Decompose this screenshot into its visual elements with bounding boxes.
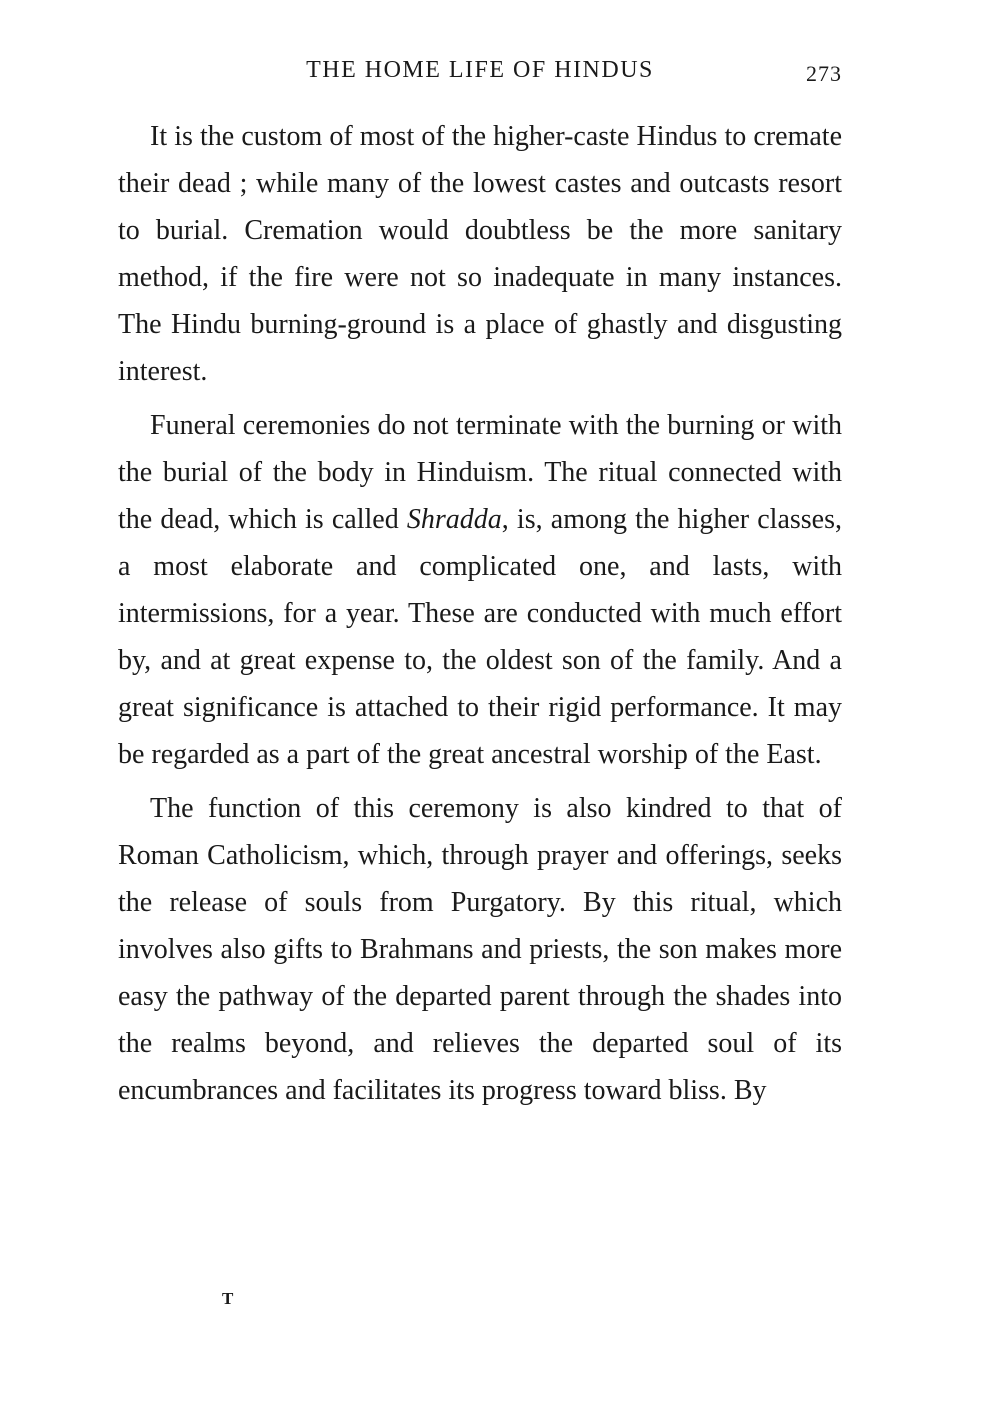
shradda-term: Shradda bbox=[406, 504, 502, 535]
running-head bbox=[118, 55, 842, 89]
paragraph-cremation: It is the custom of most of the higher-caste Hindus to cremate their dead ; while many of the lowest castes and outcasts resort to burial. Cremation would doubtless be the more sanitary method, if the fire were not so inadequate in many instances. The Hindu burning-ground is a place of ghastly and disgusting interest. bbox=[118, 121, 842, 387]
paragraph-shradda-end: , is, among the higher classes, a most elaborate and complicated one, and lasts, with intermissions, for a year. These are conducted with much effort by, and at great expense to, the oldest son of the family. And a great significance is attached to their rigid performance. It may be regarded as a part of the great ancestral worship of the East. bbox=[118, 504, 842, 770]
page-number: 273 bbox=[806, 61, 842, 86]
paragraph-purgatory: The function of this ceremony is also kindred to that of Roman Catholicism, which, through prayer and offerings, seeks the release of souls from Purgatory. By this ritual, which involves also gifts to Brahmans and priests, the son makes more easy the pathway of the departed parent through the shades into the realms beyond, and relieves the departed soul of its encumbrances and facilitates its progress toward bliss. By bbox=[118, 793, 842, 1106]
body-text bbox=[118, 113, 842, 1121]
paragraph-shradda bbox=[118, 402, 842, 778]
paragraph-shradda-start: Funeral ceremonies do not terminate with the burning or with the burial of the body in Hinduism. The ritual connected with the dead, which is called bbox=[118, 410, 842, 535]
running-title: THE HOME LIFE OF HINDUS bbox=[306, 57, 654, 83]
signature-mark: T bbox=[222, 1289, 234, 1308]
